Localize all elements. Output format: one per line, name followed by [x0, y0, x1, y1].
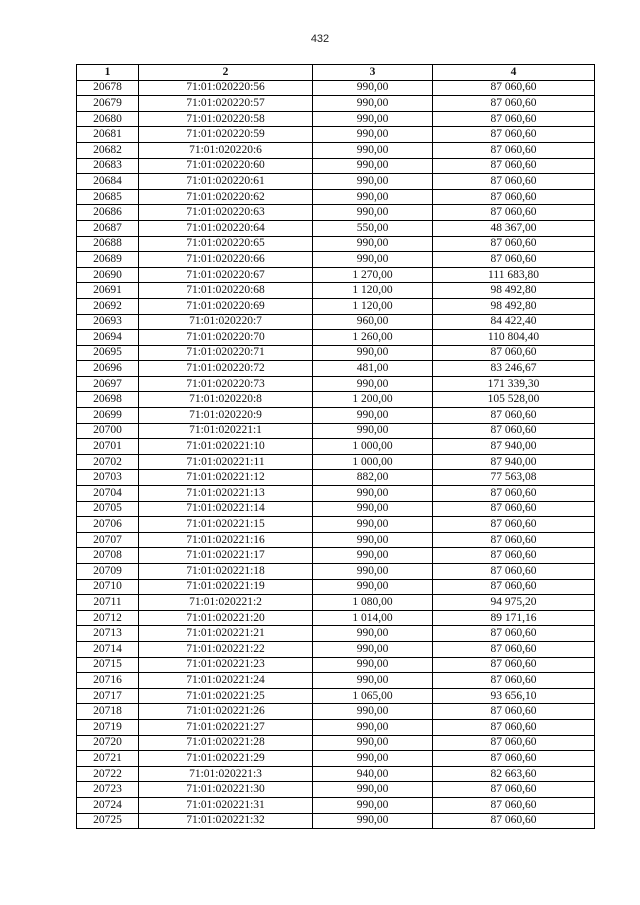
value-cell: 87 060,60: [433, 813, 595, 829]
table-row: [77, 719, 595, 735]
value-cell: 87 060,60: [433, 719, 595, 735]
area-cell: 990,00: [313, 548, 433, 564]
value-cell: 87 060,60: [433, 205, 595, 221]
value-cell: 87 060,60: [433, 626, 595, 642]
area-cell: 990,00: [313, 579, 433, 595]
row-number-cell: 20682: [77, 142, 139, 158]
table-row: [77, 813, 595, 829]
cadastral-number-cell: 71:01:020220:68: [139, 283, 313, 299]
area-cell: 1 000,00: [313, 454, 433, 470]
table-row: [77, 657, 595, 673]
cadastral-number-cell: 71:01:020221:19: [139, 579, 313, 595]
cadastral-number-cell: 71:01:020221:2: [139, 595, 313, 611]
row-number-cell: 20694: [77, 330, 139, 346]
cadastral-number-cell: 71:01:020220:71: [139, 345, 313, 361]
area-cell: 990,00: [313, 345, 433, 361]
value-cell: 87 940,00: [433, 454, 595, 470]
cadastral-number-cell: 71:01:020221:15: [139, 517, 313, 533]
row-number-cell: 20678: [77, 80, 139, 96]
value-cell: 87 060,60: [433, 532, 595, 548]
table-row: [77, 158, 595, 174]
table-row: [77, 766, 595, 782]
value-cell: 87 060,60: [433, 641, 595, 657]
value-cell: 105 528,00: [433, 392, 595, 408]
value-cell: 87 060,60: [433, 252, 595, 268]
row-number-cell: 20683: [77, 158, 139, 174]
value-cell: 87 060,60: [433, 735, 595, 751]
area-cell: 1 260,00: [313, 330, 433, 346]
value-cell: 87 940,00: [433, 439, 595, 455]
cadastral-number-cell: 71:01:020220:65: [139, 236, 313, 252]
table-row: [77, 439, 595, 455]
cadastral-number-cell: 71:01:020220:61: [139, 174, 313, 190]
table-row: [77, 517, 595, 533]
value-cell: 87 060,60: [433, 174, 595, 190]
area-cell: 990,00: [313, 376, 433, 392]
value-cell: 87 060,60: [433, 501, 595, 517]
row-number-cell: 20719: [77, 719, 139, 735]
value-cell: 87 060,60: [433, 782, 595, 798]
row-number-cell: 20721: [77, 751, 139, 767]
table-row: [77, 688, 595, 704]
table-row: [77, 735, 595, 751]
row-number-cell: 20720: [77, 735, 139, 751]
cadastral-number-cell: 71:01:020221:27: [139, 719, 313, 735]
area-cell: 550,00: [313, 220, 433, 236]
area-cell: 990,00: [313, 205, 433, 221]
value-cell: 171 339,30: [433, 376, 595, 392]
area-cell: 990,00: [313, 564, 433, 580]
value-cell: 87 060,60: [433, 142, 595, 158]
row-number-cell: 20712: [77, 610, 139, 626]
row-number-cell: 20680: [77, 111, 139, 127]
row-number-cell: 20696: [77, 361, 139, 377]
row-number-cell: 20702: [77, 454, 139, 470]
area-cell: 990,00: [313, 252, 433, 268]
area-cell: 990,00: [313, 486, 433, 502]
cadastral-number-cell: 71:01:020220:8: [139, 392, 313, 408]
value-cell: 98 492,80: [433, 283, 595, 299]
row-number-cell: 20679: [77, 96, 139, 112]
cadastral-number-cell: 71:01:020221:22: [139, 641, 313, 657]
area-cell: 481,00: [313, 361, 433, 377]
table-row: [77, 704, 595, 720]
table-body: [77, 80, 595, 829]
table-row: [77, 345, 595, 361]
table-row: [77, 532, 595, 548]
cadastral-number-cell: 71:01:020221:28: [139, 735, 313, 751]
table-row: [77, 595, 595, 611]
row-number-cell: 20718: [77, 704, 139, 720]
cadastral-number-cell: 71:01:020221:20: [139, 610, 313, 626]
area-cell: 990,00: [313, 657, 433, 673]
cadastral-number-cell: 71:01:020221:25: [139, 688, 313, 704]
table-row: [77, 283, 595, 299]
row-number-cell: 20711: [77, 595, 139, 611]
value-cell: 87 060,60: [433, 704, 595, 720]
value-cell: 87 060,60: [433, 408, 595, 424]
area-cell: 1 014,00: [313, 610, 433, 626]
area-cell: 990,00: [313, 127, 433, 143]
area-cell: 1 200,00: [313, 392, 433, 408]
value-cell: 87 060,60: [433, 797, 595, 813]
cadastral-number-cell: 71:01:020220:58: [139, 111, 313, 127]
cadastral-number-cell: 71:01:020220:64: [139, 220, 313, 236]
table-row: [77, 797, 595, 813]
header-col-2: 2: [139, 65, 313, 81]
row-number-cell: 20686: [77, 205, 139, 221]
cadastral-number-cell: 71:01:020220:7: [139, 314, 313, 330]
cadastral-number-cell: 71:01:020220:72: [139, 361, 313, 377]
table-row: [77, 751, 595, 767]
row-number-cell: 20698: [77, 392, 139, 408]
cadastral-number-cell: 71:01:020221:18: [139, 564, 313, 580]
row-number-cell: 20709: [77, 564, 139, 580]
cadastral-number-cell: 71:01:020221:21: [139, 626, 313, 642]
table-row: [77, 564, 595, 580]
area-cell: 990,00: [313, 142, 433, 158]
table-row: [77, 236, 595, 252]
value-cell: 98 492,80: [433, 298, 595, 314]
cadastral-number-cell: 71:01:020220:60: [139, 158, 313, 174]
area-cell: 990,00: [313, 735, 433, 751]
area-cell: 990,00: [313, 236, 433, 252]
row-number-cell: 20684: [77, 174, 139, 190]
cadastral-number-cell: 71:01:020220:59: [139, 127, 313, 143]
value-cell: 87 060,60: [433, 236, 595, 252]
row-number-cell: 20708: [77, 548, 139, 564]
cadastral-number-cell: 71:01:020221:10: [139, 439, 313, 455]
value-cell: 87 060,60: [433, 657, 595, 673]
cadastral-number-cell: 71:01:020221:1: [139, 423, 313, 439]
table-row: [77, 361, 595, 377]
area-cell: 1 080,00: [313, 595, 433, 611]
area-cell: 990,00: [313, 189, 433, 205]
table-row: [77, 174, 595, 190]
value-cell: 110 804,40: [433, 330, 595, 346]
cadastral-number-cell: 71:01:020221:32: [139, 813, 313, 829]
cadastral-number-cell: 71:01:020220:73: [139, 376, 313, 392]
cadastral-number-cell: 71:01:020221:24: [139, 673, 313, 689]
area-cell: 1 120,00: [313, 298, 433, 314]
row-number-cell: 20717: [77, 688, 139, 704]
area-cell: 990,00: [313, 96, 433, 112]
cadastral-number-cell: 71:01:020220:63: [139, 205, 313, 221]
table-row: [77, 267, 595, 283]
value-cell: 87 060,60: [433, 673, 595, 689]
row-number-cell: 20689: [77, 252, 139, 268]
area-cell: 990,00: [313, 158, 433, 174]
value-cell: 83 246,67: [433, 361, 595, 377]
row-number-cell: 20710: [77, 579, 139, 595]
cadastral-number-cell: 71:01:020220:6: [139, 142, 313, 158]
value-cell: 77 563,08: [433, 470, 595, 486]
cadastral-number-cell: 71:01:020220:9: [139, 408, 313, 424]
cadastral-number-cell: 71:01:020221:31: [139, 797, 313, 813]
value-cell: 87 060,60: [433, 96, 595, 112]
row-number-cell: 20697: [77, 376, 139, 392]
cadastral-number-cell: 71:01:020220:70: [139, 330, 313, 346]
value-cell: 87 060,60: [433, 517, 595, 533]
table-row: [77, 298, 595, 314]
row-number-cell: 20714: [77, 641, 139, 657]
area-cell: 990,00: [313, 532, 433, 548]
table-row: [77, 220, 595, 236]
value-cell: 87 060,60: [433, 548, 595, 564]
area-cell: 990,00: [313, 751, 433, 767]
row-number-cell: 20687: [77, 220, 139, 236]
row-number-cell: 20713: [77, 626, 139, 642]
value-cell: 93 656,10: [433, 688, 595, 704]
table-row: [77, 80, 595, 96]
row-number-cell: 20725: [77, 813, 139, 829]
area-cell: 990,00: [313, 797, 433, 813]
value-cell: 87 060,60: [433, 189, 595, 205]
row-number-cell: 20716: [77, 673, 139, 689]
table-row: [77, 408, 595, 424]
table-row: [77, 127, 595, 143]
area-cell: 990,00: [313, 174, 433, 190]
row-number-cell: 20701: [77, 439, 139, 455]
area-cell: 990,00: [313, 408, 433, 424]
table-row: [77, 96, 595, 112]
area-cell: 990,00: [313, 423, 433, 439]
value-cell: 87 060,60: [433, 751, 595, 767]
row-number-cell: 20707: [77, 532, 139, 548]
row-number-cell: 20688: [77, 236, 139, 252]
area-cell: 940,00: [313, 766, 433, 782]
value-cell: 89 171,16: [433, 610, 595, 626]
header-row: [77, 65, 595, 81]
cadastral-number-cell: 71:01:020221:16: [139, 532, 313, 548]
row-number-cell: 20724: [77, 797, 139, 813]
area-cell: 990,00: [313, 626, 433, 642]
table-row: [77, 252, 595, 268]
table-row: [77, 626, 595, 642]
value-cell: 87 060,60: [433, 579, 595, 595]
area-cell: 960,00: [313, 314, 433, 330]
area-cell: 990,00: [313, 111, 433, 127]
area-cell: 990,00: [313, 813, 433, 829]
table-row: [77, 501, 595, 517]
cadastral-number-cell: 71:01:020221:23: [139, 657, 313, 673]
cadastral-number-cell: 71:01:020221:13: [139, 486, 313, 502]
table-row: [77, 641, 595, 657]
area-cell: 990,00: [313, 704, 433, 720]
table-row: [77, 314, 595, 330]
row-number-cell: 20685: [77, 189, 139, 205]
table-row: [77, 579, 595, 595]
area-cell: 882,00: [313, 470, 433, 486]
row-number-cell: 20700: [77, 423, 139, 439]
registry-table: [76, 64, 595, 829]
cadastral-number-cell: 71:01:020221:14: [139, 501, 313, 517]
value-cell: 84 422,40: [433, 314, 595, 330]
area-cell: 990,00: [313, 641, 433, 657]
cadastral-number-cell: 71:01:020220:66: [139, 252, 313, 268]
row-number-cell: 20722: [77, 766, 139, 782]
cadastral-number-cell: 71:01:020220:56: [139, 80, 313, 96]
area-cell: 1 270,00: [313, 267, 433, 283]
table-row: [77, 376, 595, 392]
table-row: [77, 189, 595, 205]
row-number-cell: 20691: [77, 283, 139, 299]
row-number-cell: 20695: [77, 345, 139, 361]
value-cell: 87 060,60: [433, 127, 595, 143]
value-cell: 87 060,60: [433, 423, 595, 439]
table-row: [77, 142, 595, 158]
row-number-cell: 20706: [77, 517, 139, 533]
value-cell: 87 060,60: [433, 111, 595, 127]
header-col-3: 3: [313, 65, 433, 81]
cadastral-number-cell: 71:01:020221:17: [139, 548, 313, 564]
cadastral-number-cell: 71:01:020221:3: [139, 766, 313, 782]
area-cell: 1 120,00: [313, 283, 433, 299]
table-row: [77, 205, 595, 221]
header-col-4: 4: [433, 65, 595, 81]
row-number-cell: 20704: [77, 486, 139, 502]
value-cell: 87 060,60: [433, 486, 595, 502]
row-number-cell: 20681: [77, 127, 139, 143]
value-cell: 87 060,60: [433, 80, 595, 96]
area-cell: 990,00: [313, 719, 433, 735]
cadastral-number-cell: 71:01:020221:12: [139, 470, 313, 486]
table-row: [77, 392, 595, 408]
area-cell: 990,00: [313, 782, 433, 798]
value-cell: 111 683,80: [433, 267, 595, 283]
page-number: 432: [310, 33, 330, 45]
table-row: [77, 423, 595, 439]
table-row: [77, 782, 595, 798]
row-number-cell: 20692: [77, 298, 139, 314]
table-row: [77, 111, 595, 127]
cadastral-number-cell: 71:01:020220:69: [139, 298, 313, 314]
row-number-cell: 20715: [77, 657, 139, 673]
row-number-cell: 20690: [77, 267, 139, 283]
table-row: [77, 673, 595, 689]
table-row: [77, 548, 595, 564]
cadastral-number-cell: 71:01:020220:62: [139, 189, 313, 205]
area-cell: 990,00: [313, 517, 433, 533]
cadastral-number-cell: 71:01:020220:57: [139, 96, 313, 112]
value-cell: 87 060,60: [433, 564, 595, 580]
value-cell: 48 367,00: [433, 220, 595, 236]
row-number-cell: 20703: [77, 470, 139, 486]
value-cell: 87 060,60: [433, 345, 595, 361]
header-col-1: 1: [77, 65, 139, 81]
row-number-cell: 20693: [77, 314, 139, 330]
table-header: [77, 65, 595, 81]
value-cell: 82 663,60: [433, 766, 595, 782]
table-row: [77, 470, 595, 486]
cadastral-number-cell: 71:01:020220:67: [139, 267, 313, 283]
row-number-cell: 20705: [77, 501, 139, 517]
row-number-cell: 20723: [77, 782, 139, 798]
row-number-cell: 20699: [77, 408, 139, 424]
cadastral-number-cell: 71:01:020221:30: [139, 782, 313, 798]
area-cell: 990,00: [313, 80, 433, 96]
value-cell: 94 975,20: [433, 595, 595, 611]
cadastral-number-cell: 71:01:020221:29: [139, 751, 313, 767]
area-cell: 1 000,00: [313, 439, 433, 455]
table-row: [77, 330, 595, 346]
area-cell: 990,00: [313, 673, 433, 689]
value-cell: 87 060,60: [433, 158, 595, 174]
cadastral-number-cell: 71:01:020221:26: [139, 704, 313, 720]
table-row: [77, 486, 595, 502]
area-cell: 1 065,00: [313, 688, 433, 704]
table-row: [77, 454, 595, 470]
cadastral-number-cell: 71:01:020221:11: [139, 454, 313, 470]
area-cell: 990,00: [313, 501, 433, 517]
table-row: [77, 610, 595, 626]
